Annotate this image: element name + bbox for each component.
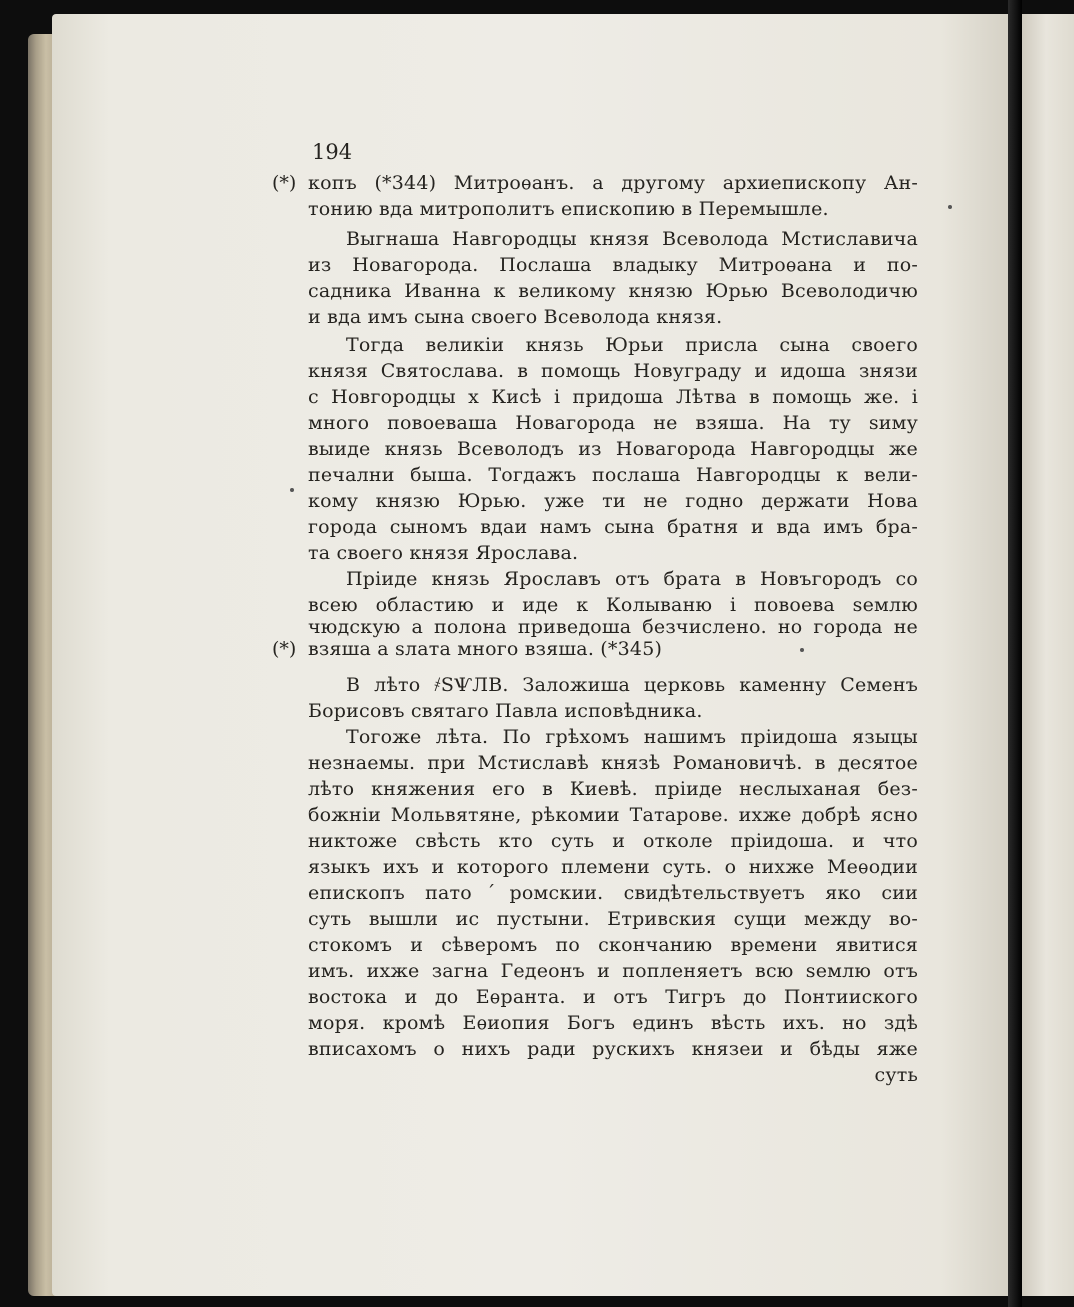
text-line: тонию вда митрополитъ епископию в Перемышле.: [308, 198, 829, 220]
text-line: никтоже свѣсть кто суть и отколе прiидоша. и что: [308, 830, 918, 852]
text-line: и вда имъ сына своего Всеволода князя.: [308, 306, 723, 328]
text-line: востока и до Еѳранта. и отъ Тигръ до Понтииского: [308, 986, 918, 1008]
text-line: с Новгородцы х Кисѣ i придоша Лѣтва в помощь же. i: [308, 386, 918, 408]
text-line: языкъ ихъ и которого племени суть. о нихже Меѳодии: [308, 856, 918, 878]
text-line: Тогоже лѣта. По грѣхомъ нашимъ прiидоша языцы: [346, 726, 918, 748]
ink-speck: [948, 205, 952, 209]
text-line: выиде князь Всеволодъ из Новагорода Навгородцы же: [308, 438, 918, 460]
text-line: садника Иванна к великому князю Юрью Всеволодичю: [308, 280, 918, 302]
catchword: суть: [874, 1064, 918, 1086]
text-line: взяша а ѕлата много взяша. (*345): [308, 638, 663, 660]
text-line: епископъ патоˊромскии. свидѣтельствуетъ яко сии: [308, 882, 918, 904]
text-line: стокомъ и сѣверомъ по скончанию времени явитися: [308, 934, 918, 956]
ink-speck: [290, 488, 294, 492]
text-line: копъ (*344) Митроѳанъ. а другому архиепископу Ан-: [308, 172, 918, 194]
text-line: имъ. ихже загна Гедеонъ и попленяетъ всю ѕемлю отъ: [308, 960, 918, 982]
text-line: моря. кромѣ Еѳиопия Богъ единъ вѣсть ихъ. но здѣ: [308, 1012, 918, 1034]
text-line: божнiи Мольвятяне, рѣкомии Татарове. ихже добрѣ ясно: [308, 804, 918, 826]
ink-speck: [800, 648, 804, 652]
text-line: печални быша. Тогдажъ послаша Навгородцы к вели-: [308, 464, 918, 486]
text-line: Выгнаша Навгородцы князя Всеволода Мстиславича: [346, 228, 918, 250]
footnote-marker: (*): [272, 638, 297, 660]
text-line: князя Святослава. в помощь Новуграду и идоша знязи: [308, 360, 918, 382]
text-line: всею областию и иде к Колываню i повоева ѕемлю: [308, 594, 918, 616]
text-line: много повоеваша Новагорода не взяша. На ту ѕиму: [308, 412, 918, 434]
footnote-marker: (*): [272, 172, 297, 194]
text-line: вписахомъ о нихъ ради рускихъ князеи и бѣды яже: [308, 1038, 918, 1060]
text-line: Тогда великiи князь Юрьи присла сына своего: [346, 334, 918, 356]
page-number: 194: [312, 140, 353, 164]
text-line: В лѣто ҂ЅѰЛВ. Заложиша церковь каменну Семенъ: [346, 674, 918, 696]
text-line: незнаемы. при Мстиславѣ князѣ Романовичѣ. в десятое: [308, 752, 918, 774]
text-line: города сыномъ вдаи намъ сына братня и вда имъ бра-: [308, 516, 918, 538]
text-line: та своего князя Ярослава.: [308, 542, 579, 564]
text-line: чюдскую а полона приведоша безчислено. но города не: [308, 616, 918, 638]
text-line: лѣто княжения его в Киевѣ. прiиде неслыханая без-: [308, 778, 918, 800]
text-line: Борисовъ святаго Павла исповѣдника.: [308, 700, 703, 722]
text-line: Прiиде князь Ярославъ отъ брата в Новъгородъ со: [346, 568, 918, 590]
text-line: суть вышли ис пустыни. Етривския сущи между во-: [308, 908, 918, 930]
text-line: кому князю Юрью. уже ти не годно держати Нова: [308, 490, 918, 512]
text-line: из Новагорода. Послаша владыку Митроѳана и по-: [308, 254, 918, 276]
